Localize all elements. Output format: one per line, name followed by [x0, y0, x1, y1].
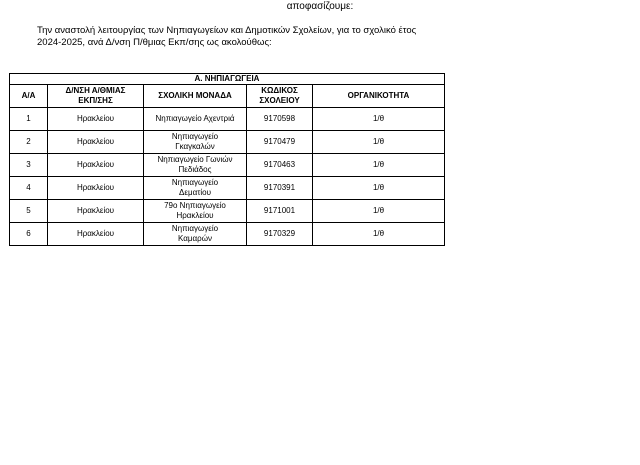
school-line: Πεδιάδος: [178, 165, 212, 174]
cell-capacity: 1/θ: [313, 200, 445, 223]
intro-line: 2024-2025, ανά Δ/νση Π/θμιας Εκπ/σης ως ακολούθως:: [37, 37, 272, 48]
table-row: [10, 131, 445, 154]
school-line: Νηπιαγωγείο Γωνιών: [157, 155, 233, 164]
kindergartens-table: [9, 73, 445, 246]
cell-code: 9170479: [247, 131, 313, 154]
cell-directorate: Ηρακλείου: [48, 131, 144, 154]
school-line: Νηπιαγωγείο: [171, 224, 219, 233]
intro-line: Την αναστολή λειτουργίας των Νηπιαγωγείων και Δημοτικών Σχολείων, για το σχολικό έτος: [37, 25, 417, 36]
table-row: [10, 223, 445, 246]
cell-directorate: Ηρακλείου: [48, 177, 144, 200]
cell-school: [144, 177, 247, 200]
school-line: Γκαγκαλών: [175, 142, 215, 151]
cell-capacity: 1/θ: [313, 131, 445, 154]
school-line: Νηπιαγωγείο: [171, 178, 219, 187]
table-row: [10, 177, 445, 200]
table-row: [10, 108, 445, 131]
cell-directorate: Ηρακλείου: [48, 108, 144, 131]
cell-capacity: 1/θ: [313, 177, 445, 200]
school-line: Καμαρών: [178, 234, 212, 243]
cell-code: 9170391: [247, 177, 313, 200]
cell-school: [144, 200, 247, 223]
cell-capacity: 1/θ: [313, 223, 445, 246]
decision-heading: αποφασίζουμε:: [286, 1, 354, 12]
cell-aa: 2: [10, 131, 48, 154]
cell-capacity: 1/θ: [313, 154, 445, 177]
cell-aa: 4: [10, 177, 48, 200]
cell-school: [144, 223, 247, 246]
cell-code: 9171001: [247, 200, 313, 223]
intro-paragraph: [37, 25, 457, 49]
school-line: Νηπιαγωγείο: [171, 132, 219, 141]
cell-code: 9170463: [247, 154, 313, 177]
cell-code: 9170598: [247, 108, 313, 131]
table-row: [10, 200, 445, 223]
cell-aa: 1: [10, 108, 48, 131]
cell-school: [144, 131, 247, 154]
cell-aa: 5: [10, 200, 48, 223]
school-line: 79ο Νηπιαγωγείο: [164, 201, 226, 210]
cell-directorate: Ηρακλείου: [48, 154, 144, 177]
header-line: ΚΩΔΙΚΟΣ: [261, 86, 298, 95]
cell-directorate: Ηρακλείου: [48, 223, 144, 246]
header-line: ΕΚΠ/ΣΗΣ: [78, 96, 113, 105]
column-header-school: ΣΧΟΛΙΚΗ ΜΟΝΑΔΑ: [144, 85, 247, 108]
cell-code: 9170329: [247, 223, 313, 246]
header-line: Δ/ΝΣΗ Α/ΘΜΙΑΣ: [65, 86, 126, 95]
table-group-header: [10, 74, 445, 85]
header-line: ΣΧΟΛΕΙΟΥ: [259, 96, 300, 105]
column-header-directorate: [48, 85, 144, 108]
table-row: [10, 154, 445, 177]
cell-directorate: Ηρακλείου: [48, 200, 144, 223]
column-header-aa: Α/Α: [10, 85, 48, 108]
cell-aa: 6: [10, 223, 48, 246]
group-title: Α. ΝΗΠΙΑΓΩΓΕΙΑ: [10, 74, 445, 85]
cell-aa: 3: [10, 154, 48, 177]
school-line: Ηρακλείου: [176, 211, 214, 220]
school-line: Νηπιαγωγείο Αχεντριά: [155, 114, 235, 123]
cell-capacity: 1/θ: [313, 108, 445, 131]
school-line: Δεματίου: [179, 188, 211, 197]
table-header-row: [10, 85, 445, 108]
column-header-code: [247, 85, 313, 108]
column-header-capacity: ΟΡΓΑΝΙΚΟΤΗΤΑ: [313, 85, 445, 108]
cell-school: [144, 154, 247, 177]
cell-school: [144, 108, 247, 131]
